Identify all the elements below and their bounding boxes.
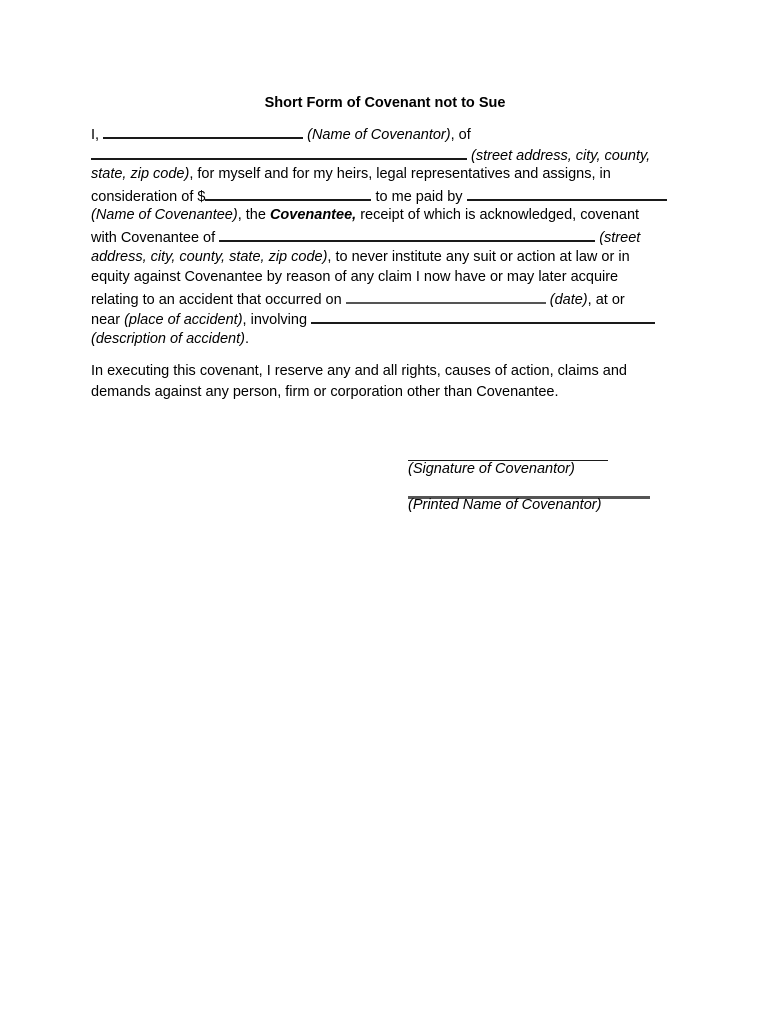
covenantor-address-blank[interactable] [91, 144, 467, 160]
covenant-paragraph [91, 123, 691, 350]
covenantor-name-blank[interactable] [103, 123, 303, 139]
printed-name-block [408, 482, 668, 514]
printed-name-label: (Printed Name of Covenantor) [408, 497, 602, 513]
document-title: Short Form of Covenant not to Sue [264, 95, 506, 111]
paragraph-line: state, zip code), for myself and for my heirs, legal representatives and assigns, in [91, 166, 611, 183]
signature-block [408, 446, 668, 478]
covenantee-name-blank[interactable] [467, 185, 667, 201]
accident-description-blank[interactable] [311, 308, 655, 324]
paragraph-line: (description of accident). [91, 330, 249, 347]
paragraph-line: demands against any person, firm or corporation other than Covenantee. [91, 383, 559, 400]
paragraph-line: I, (Name of Covenantor), of [91, 123, 691, 144]
consideration-amount-blank[interactable] [205, 185, 371, 201]
reservation-paragraph [91, 361, 691, 402]
signature-label: (Signature of Covenantor) [408, 461, 575, 477]
paragraph-line: (street address, city, county, [91, 144, 691, 165]
accident-date-blank[interactable] [346, 288, 546, 304]
paragraph-line: equity against Covenantee by reason of any claim I now have or may later acquire [91, 269, 619, 286]
paragraph-line: relating to an accident that occurred on (date), at or [91, 288, 691, 309]
paragraph-line: In executing this covenant, I reserve any and all rights, causes of action, claims and [91, 363, 627, 379]
signature-line[interactable] [408, 446, 608, 461]
paragraph-line: with Covenantee of (street [91, 226, 691, 247]
paragraph-line: (Name of Covenantee), the Covenantee, receipt of which is acknowledged, covenant [91, 207, 640, 224]
paragraph-line: address, city, county, state, zip code), to never institute any suit or action at law or in [91, 248, 630, 265]
covenantee-address-blank[interactable] [219, 226, 595, 242]
paragraph-line: near (place of accident), involving [91, 308, 691, 329]
paragraph-line: consideration of $ to me paid by [91, 185, 691, 206]
